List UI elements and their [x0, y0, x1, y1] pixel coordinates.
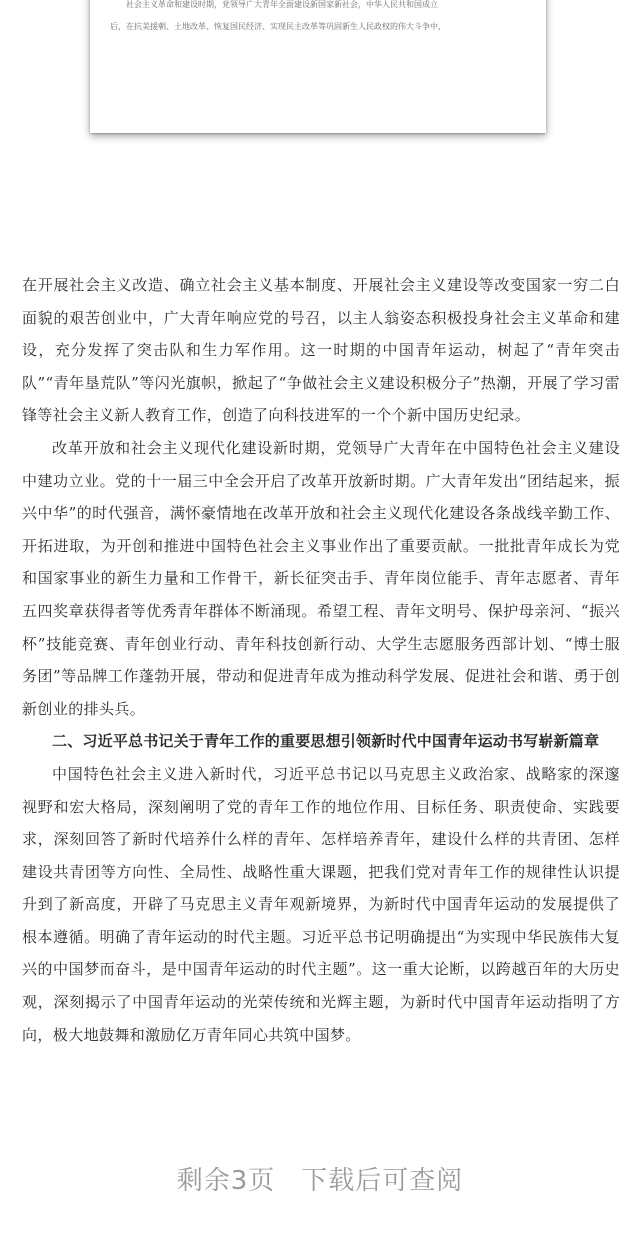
download-prompt[interactable] [0, 1160, 640, 1197]
section-heading: 二、习近平总书记关于青年工作的重要思想引领新时代中国青年运动书写崭新篇章 [52, 732, 600, 751]
previous-page-preview [90, 0, 546, 133]
paragraph: 在开展社会主义改造、确立社会主义基本制度、开展社会主义建设等改变国家一穷二白面貌的艰苦创业中，广大青年响应党的号召，以主人翁姿态积极投身社会主义革命和建设，充分发挥了突击队和生力军作用。这一时期的中国青年运动，树起了“青年突击队”“青年垦荒队”等闪光旗帜，掀起了“争做社会主义建设积极分子”热潮，开展了学习雷锋等社会主义新人教育工作，创造了向科技进军的一个个新中国历史纪录。 [22, 276, 620, 425]
remaining-pages-label: 剩余3页 [176, 1166, 276, 1196]
preview-line: 社会主义革命和建设时期，党领导广大青年全面建设新国家新社会，中华人民共和国成立 [126, 0, 438, 9]
preview-line: 后，在抗美援朝、土地改革、恢复国民经济、实现民主改革等巩固新生人民政权的伟大斗争中， [110, 22, 446, 31]
download-hint-label: 下载后可查阅 [301, 1166, 464, 1196]
paragraph: 改革开放和社会主义现代化建设新时期，党领导广大青年在中国特色社会主义建设中建功立业。党的十一届三中全会开启了改革开放新时期。广大青年发出“团结起来，振兴中华”的时代强音，满怀豪情地在改革开放和社会主义现代化建设各条战线辛勤工作、开拓进取，为开创和推进中国特色社会主义事业作出了重要贡献。一批批青年成长为党和国家事业的新生力量和工作骨干，新长征突击手、青年岗位能手、青年志愿者、青年五四奖章获得者等优秀青年群体不断涌现。希望工程、青年文明号、保护母亲河、“振兴杯”技能竞赛、青年创业行动、青年科技创新行动、大学生志愿服务西部计划、“博士服务团”等品牌工作蓬勃开展，带动和促进青年成为推动科学发展、促进社会和谐、勇于创新创业的排头兵。 [22, 438, 620, 718]
paragraph: 中国特色社会主义进入新时代，习近平总书记以马克思主义政治家、战略家的深邃视野和宏大格局，深刻阐明了党的青年工作的地位作用、目标任务、职责使命、实践要求，深刻回答了新时代培养什么样的青年、怎样培养青年，建设什么样的共青团、怎样建设共青团等方向性、全局性、战略性重大课题，把我们党对青年工作的规律性认识提升到了新高度，开辟了马克思主义青年观新境界，为新时代中国青年运动的发展提供了根本遵循。明确了青年运动的时代主题。习近平总书记明确提出“为实现中华民族伟大复兴的中国梦而奋斗，是中国青年运动的时代主题”。这一重大论断，以跨越百年的大历史观，深刻揭示了中国青年运动的光荣传统和光辉主题，为新时代中国青年运动指明了方向，极大地鼓舞和激励亿万青年同心共筑中国梦。 [22, 764, 620, 1044]
document-body [22, 269, 620, 1051]
